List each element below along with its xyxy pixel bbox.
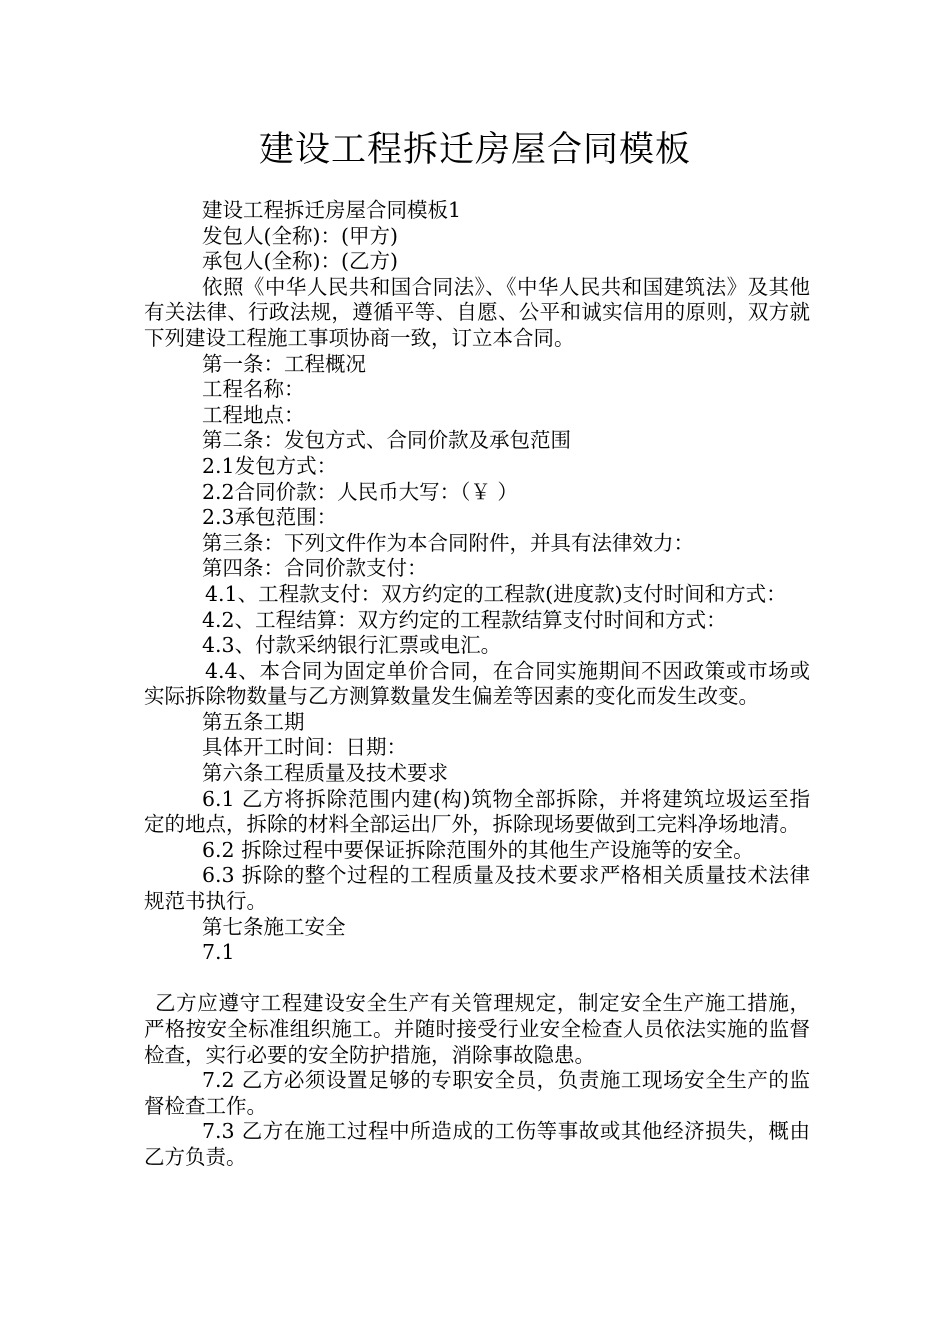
paragraph-article-5: 第五条工期 — [202, 709, 305, 734]
paragraph-article-1: 第一条：工程概况 — [202, 351, 366, 376]
paragraph-2-1: 2.1发包方式： — [202, 453, 338, 478]
paragraph-4-3: 4.3、付款采纳银行汇票或电汇。 — [202, 633, 502, 658]
paragraph-project-name: 工程名称： — [202, 377, 305, 402]
paragraph-7-1-body: 乙方应遵守工程建设安全生产有关管理规定，制定安全生产施工措施，严格按安全标准组织施工。并随时接受行业安全检查人员依法实施的监督检查，实行必要的安全防护措施，消除事故隐患。 — [144, 991, 810, 1067]
document-body — [144, 198, 810, 1171]
paragraph-article-2: 第二条：发包方式、合同价款及承包范围 — [202, 428, 571, 453]
paragraph-4-1: 4.1、工程款支付：双方约定的工程款(进度款)支付时间和方式： — [205, 581, 787, 606]
paragraph-article-6: 第六条工程质量及技术要求 — [202, 761, 448, 786]
paragraph-article-7: 第七条施工安全 — [202, 914, 346, 939]
paragraph-7-3: 7.3 乙方在施工过程中所造成的工伤等事故或其他经济损失，概由乙方负责。 — [144, 1119, 810, 1169]
paragraph-article-4: 第四条：合同价款支付： — [202, 556, 428, 581]
paragraph-start-date: 具体开工时间：日期： — [202, 735, 407, 760]
paragraph-6-1: 6.1 乙方将拆除范围内建(构)筑物全部拆除，并将建筑垃圾运至指定的地点，拆除的材料全部运出厂外，拆除现场要做到工完料净场地清。 — [144, 786, 810, 837]
paragraph-7-1-number: 7.1 — [202, 940, 235, 965]
paragraph-preamble: 依照《中华人民共和国合同法》、《中华人民共和国建筑法》及其他有关法律、行政法规，遵循平等、自愿、公平和诚实信用的原则，双方就下列建设工程施工事项协商一致，订立本合同。 — [144, 274, 810, 350]
paragraph-6-2: 6.2 拆除过程中要保证拆除范围外的其他生产设施等的安全。 — [202, 837, 754, 862]
paragraph-subtitle: 建设工程拆迁房屋合同模板1 — [202, 198, 462, 222]
document-title: 建设工程拆迁房屋合同模板 — [258, 130, 691, 170]
paragraph-7-2: 7.2 乙方必须设置足够的专职安全员，负责施工现场安全生产的监督检查工作。 — [144, 1068, 810, 1118]
paragraph-6-3: 6.3 拆除的整个过程的工程质量及技术要求严格相关质量技术法律规范书执行。 — [144, 863, 810, 914]
paragraph-article-3: 第三条：下列文件作为本合同附件，并具有法律效力： — [202, 530, 694, 555]
paragraph-2-2: 2.2合同价款：人民币大写：（￥ ） — [202, 479, 518, 504]
paragraph-2-3: 2.3承包范围： — [202, 505, 338, 530]
paragraph-party-a: 发包人(全称)：(甲方) — [202, 223, 398, 248]
paragraph-project-location: 工程地点： — [202, 402, 305, 427]
blank-line — [144, 966, 810, 992]
paragraph-party-b: 承包人(全称)：(乙方) — [202, 249, 398, 274]
paragraph-4-2: 4.2、工程结算：双方约定的工程款结算支付时间和方式： — [202, 607, 727, 632]
paragraph-4-4: 4.4、本合同为固定单价合同，在合同实施期间不因政策或市场或实际拆除物数量与乙方测算数量发生偏差等因素的变化而发生改变。 — [144, 658, 810, 709]
